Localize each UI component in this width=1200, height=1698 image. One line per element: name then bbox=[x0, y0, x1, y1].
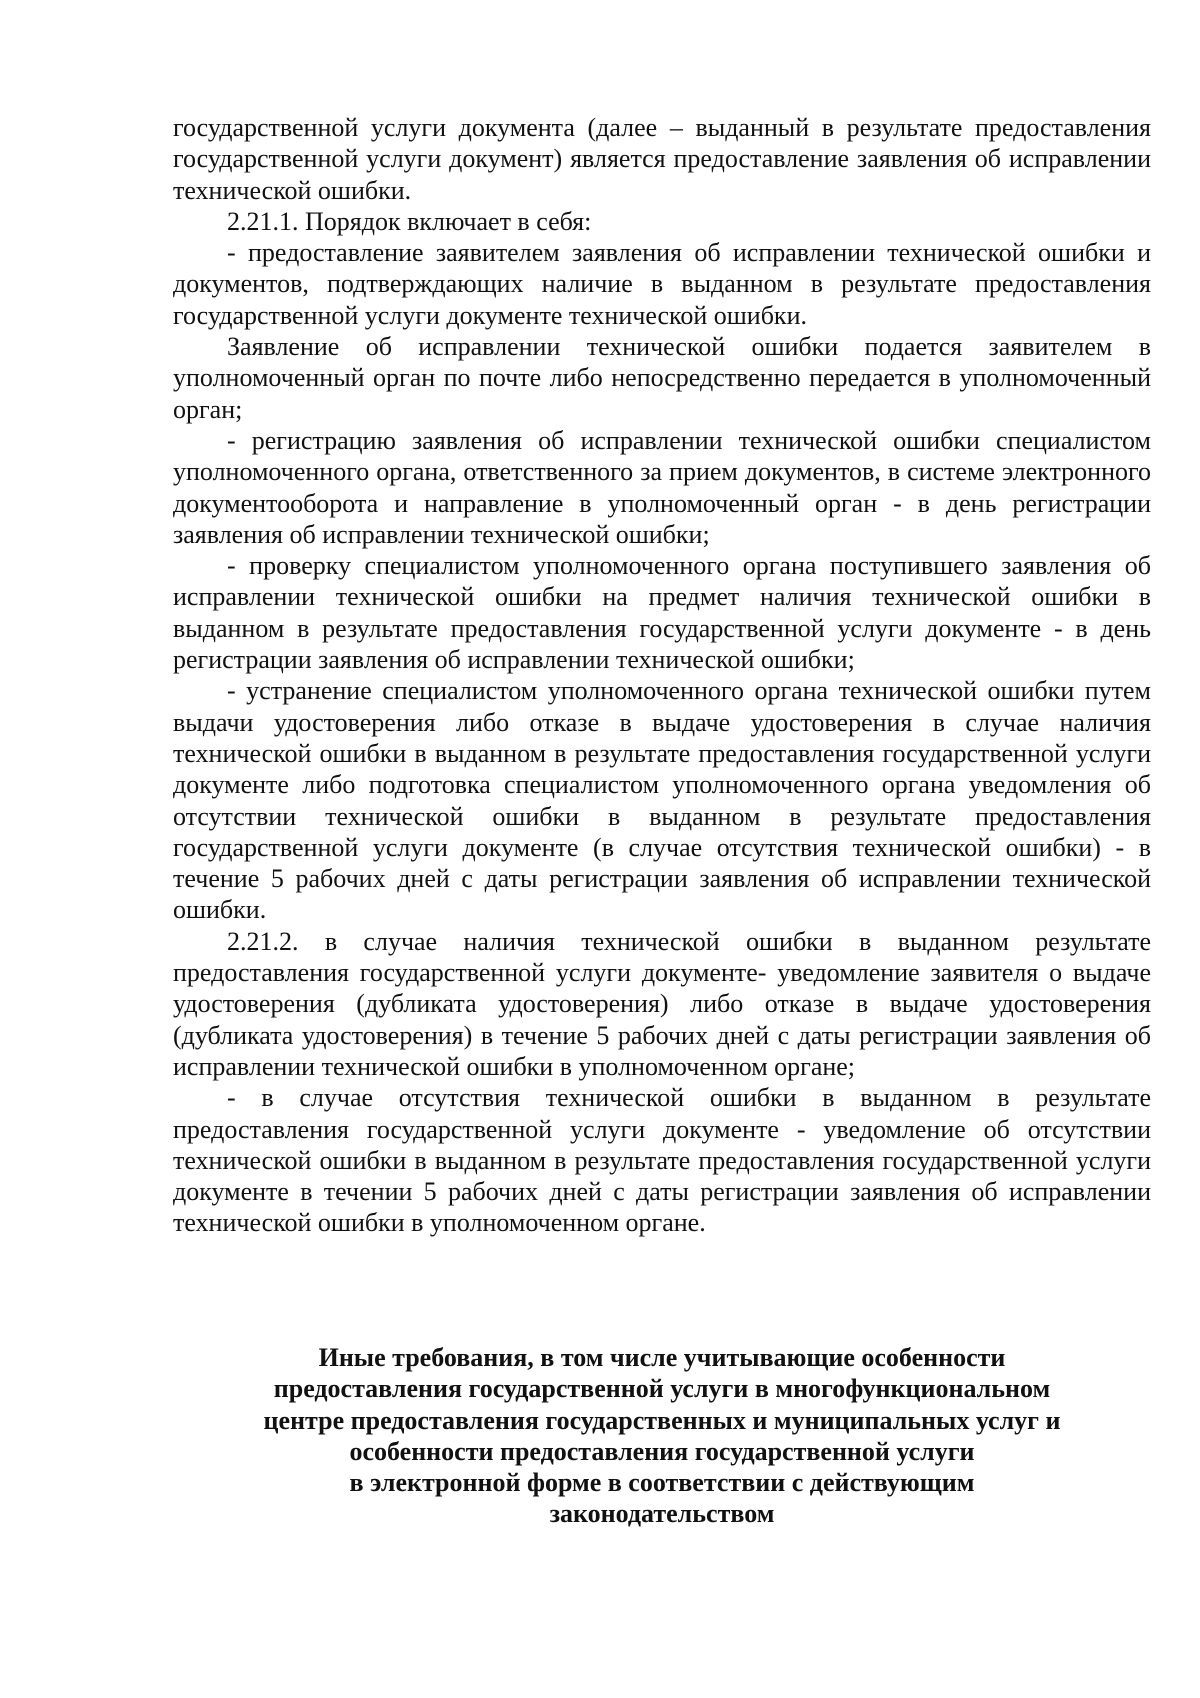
paragraph-submission-method: Заявление об исправлении технической ошибки подается заявителем в уполномоченный орган по почте либо непосредственно передается в уполномоченный орган; bbox=[173, 332, 1151, 424]
paragraph-2-21-2: 2.21.2. в случае наличия технической ошибки в выданном результате предоставления государственной услуги документе- уведомление заявителя о выдаче удостоверения (дубликата удостоверения) либо отказе в выдаче удостоверения (дубликата удостоверения) в течение 5 рабочих дней с даты регистрации заявления об исправлении технической ошибки в уполномоченном органе; bbox=[173, 926, 1151, 1081]
paragraph-continuation: государственной услуги документа (далее – выданный в результате предоставления государственной услуги документ) является предоставление заявления об исправлении технической ошибки. bbox=[173, 113, 1151, 205]
paragraph-list-item-submission: - предоставление заявителем заявления об исправлении технической ошибки и документов, подтверждающих наличие в выданном в результате предоставления государственной услуги документе технической ошибки. bbox=[173, 238, 1151, 330]
paragraph-list-item-registration: - регистрацию заявления об исправлении технической ошибки специалистом уполномоченного органа, ответственного за прием документов, в системе электронного документооборота и направление в уполномоченный орган - в день регистрации заявления об исправлении технической ошибки; bbox=[173, 425, 1151, 549]
heading-line: предоставления государственной услуги в многофункциональном bbox=[273, 1374, 1051, 1404]
section-heading bbox=[173, 1342, 1151, 1530]
paragraph-list-item-no-error: - в случае отсутствия технической ошибки в выданном в результате предоставления государственной услуги документе - уведомление об отсутствии технической ошибки в выданном в результате предоставления государственной услуги документе в течении 5 рабочих дней с даты регистрации заявления об исправлении технической ошибки в уполномоченном органе. bbox=[173, 1083, 1151, 1238]
heading-line: особенности предоставления государственной услуги bbox=[349, 1436, 975, 1466]
paragraph-list-item-verification: - проверку специалистом уполномоченного органа поступившего заявления об исправлении технической ошибки на предмет наличия технической ошибки в выданном в результате предоставления государственной услуги документе - в день регистрации заявления об исправлении технической ошибки; bbox=[173, 551, 1151, 675]
heading-line: в электронной форме в соответствии с действующим bbox=[349, 1468, 975, 1498]
heading-line: законодательством bbox=[549, 1499, 775, 1529]
document-body bbox=[173, 112, 1151, 1239]
paragraph-list-item-correction: - устранение специалистом уполномоченного органа технической ошибки путем выдачи удостоверения либо отказе в выдаче удостоверения в случае наличия технической ошибки в выданном в результате предоставления государственной услуги документе либо подготовка специалистом уполномоченного органа уведомления об отсутствии технической ошибки в выданном в результате предоставления государственной услуги документе (в случае отсутствия технической ошибки) - в течение 5 рабочих дней с даты регистрации заявления об исправлении технической ошибки. bbox=[173, 676, 1151, 925]
paragraph-2-21-1: 2.21.1. Порядок включает в себя: bbox=[227, 206, 592, 236]
heading-line: Иные требования, в том числе учитывающие особенности bbox=[318, 1343, 1006, 1372]
heading-line: центре предоставления государственных и муниципальных услуг и bbox=[263, 1405, 1061, 1435]
